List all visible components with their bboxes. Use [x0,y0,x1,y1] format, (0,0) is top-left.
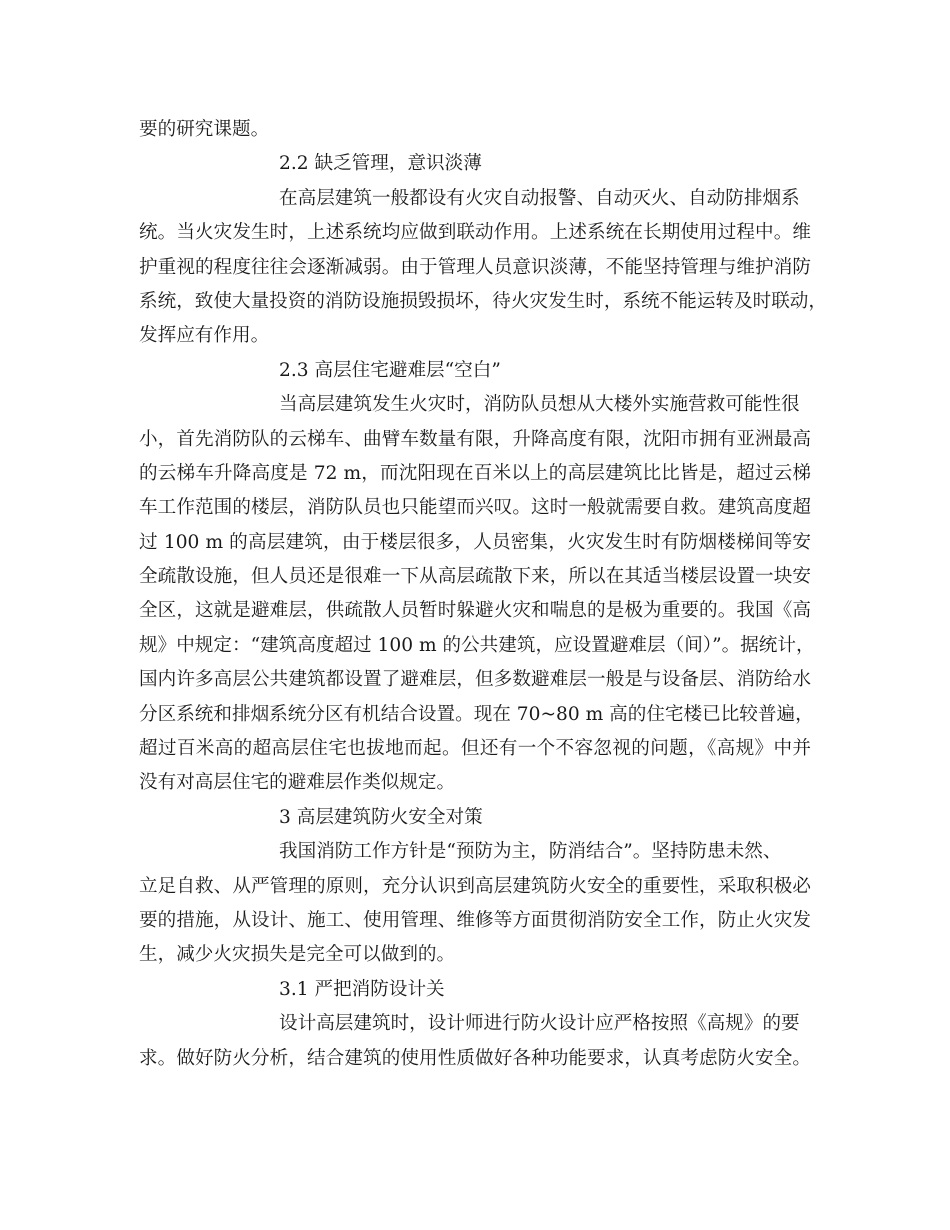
text-line: 系统，致使大量投资的消防设施损毁损坏，待火灾发生时，系统不能运转及时联动， [139,290,827,312]
text-line: 的云梯车升降高度是 72 m，而沈阳现在百米以上的高层建筑比比皆是，超过云梯 [139,462,811,484]
text-line: 当高层建筑发生火灾时，消防队员想从大楼外实施营救可能性很 [279,394,800,416]
text-line: 没有对高层住宅的避难层作类似规定。 [139,772,456,794]
text-line: 护重视的程度往往会逐渐减弱。由于管理人员意识淡薄，不能坚持管理与维护消防 [139,256,811,278]
text-line: 我国消防工作方针是“预防为主，防消结合”。坚持防患未然、 [279,841,782,863]
text-line: 统。当火灾发生时，上述系统均应做到联动作用。上述系统在长期使用过程中。维 [139,222,811,244]
document-body [139,113,827,1076]
text-line: 求。做好防火分析，结合建筑的使用性质做好各种功能要求，认真考虑防火安全。 [139,1047,811,1069]
text-line: 要的措施，从设计、施工、使用管理、维修等方面贯彻消防安全工作，防止火灾发 [139,909,811,931]
text-line: 规》中规定：“建筑高度超过 100 m 的公共建筑，应设置避难层（间）”。据统计， [139,634,815,656]
text-line: 设计高层建筑时，设计师进行防火设计应严格按照《高规》的要 [279,1013,800,1035]
section-heading: 2.3 高层住宅避难层“空白” [279,359,501,381]
section-heading: 2.2 缺乏管理，意识淡薄 [279,153,482,175]
text-line: 生，减少火灾损失是完全可以做到的。 [139,944,456,966]
text-line: 全区，这就是避难层，供疏散人员暂时躲避火灾和喘息的是极为重要的。我国《高 [139,600,811,622]
text-line: 车工作范围的楼层，消防队员也只能望而兴叹。这时一般就需要自救。建筑高度超 [139,497,811,519]
text-line: 发挥应有作用。 [139,325,270,347]
text-line: 分区系统和排烟系统分区有机结合设置。现在 70~80 m 高的住宅楼已比较普遍， [139,703,814,725]
text-line: 国内许多高层公共建筑都设置了避难层，但多数避难层一般是与设备层、消防给水 [139,669,811,691]
text-line: 要的研究课题。 [139,119,270,140]
text-line: 在高层建筑一般都设有火灾自动报警、自动灭火、自动防排烟系 [279,187,800,209]
text-line: 立足自救、从严管理的原则，充分认识到高层建筑防火安全的重要性，采取积极必 [139,875,811,897]
section-heading: 3 高层建筑防火安全对策 [279,806,483,828]
text-line: 超过百米高的超高层住宅也拔地而起。但还有一个不容忽视的问题，《高规》中并 [139,738,811,760]
text-line: 过 100 m 的高层建筑，由于楼层很多，人员密集，火灾发生时有防烟楼梯间等安 [139,531,811,553]
section-heading: 3.1 严把消防设计关 [279,978,445,1000]
text-line: 全疏散设施，但人员还是很难一下从高层疏散下来，所以在其适当楼层设置一块安 [139,566,811,588]
text-line: 小，首先消防队的云梯车、曲臂车数量有限，升降高度有限，沈阳市拥有亚洲最高 [139,428,811,450]
